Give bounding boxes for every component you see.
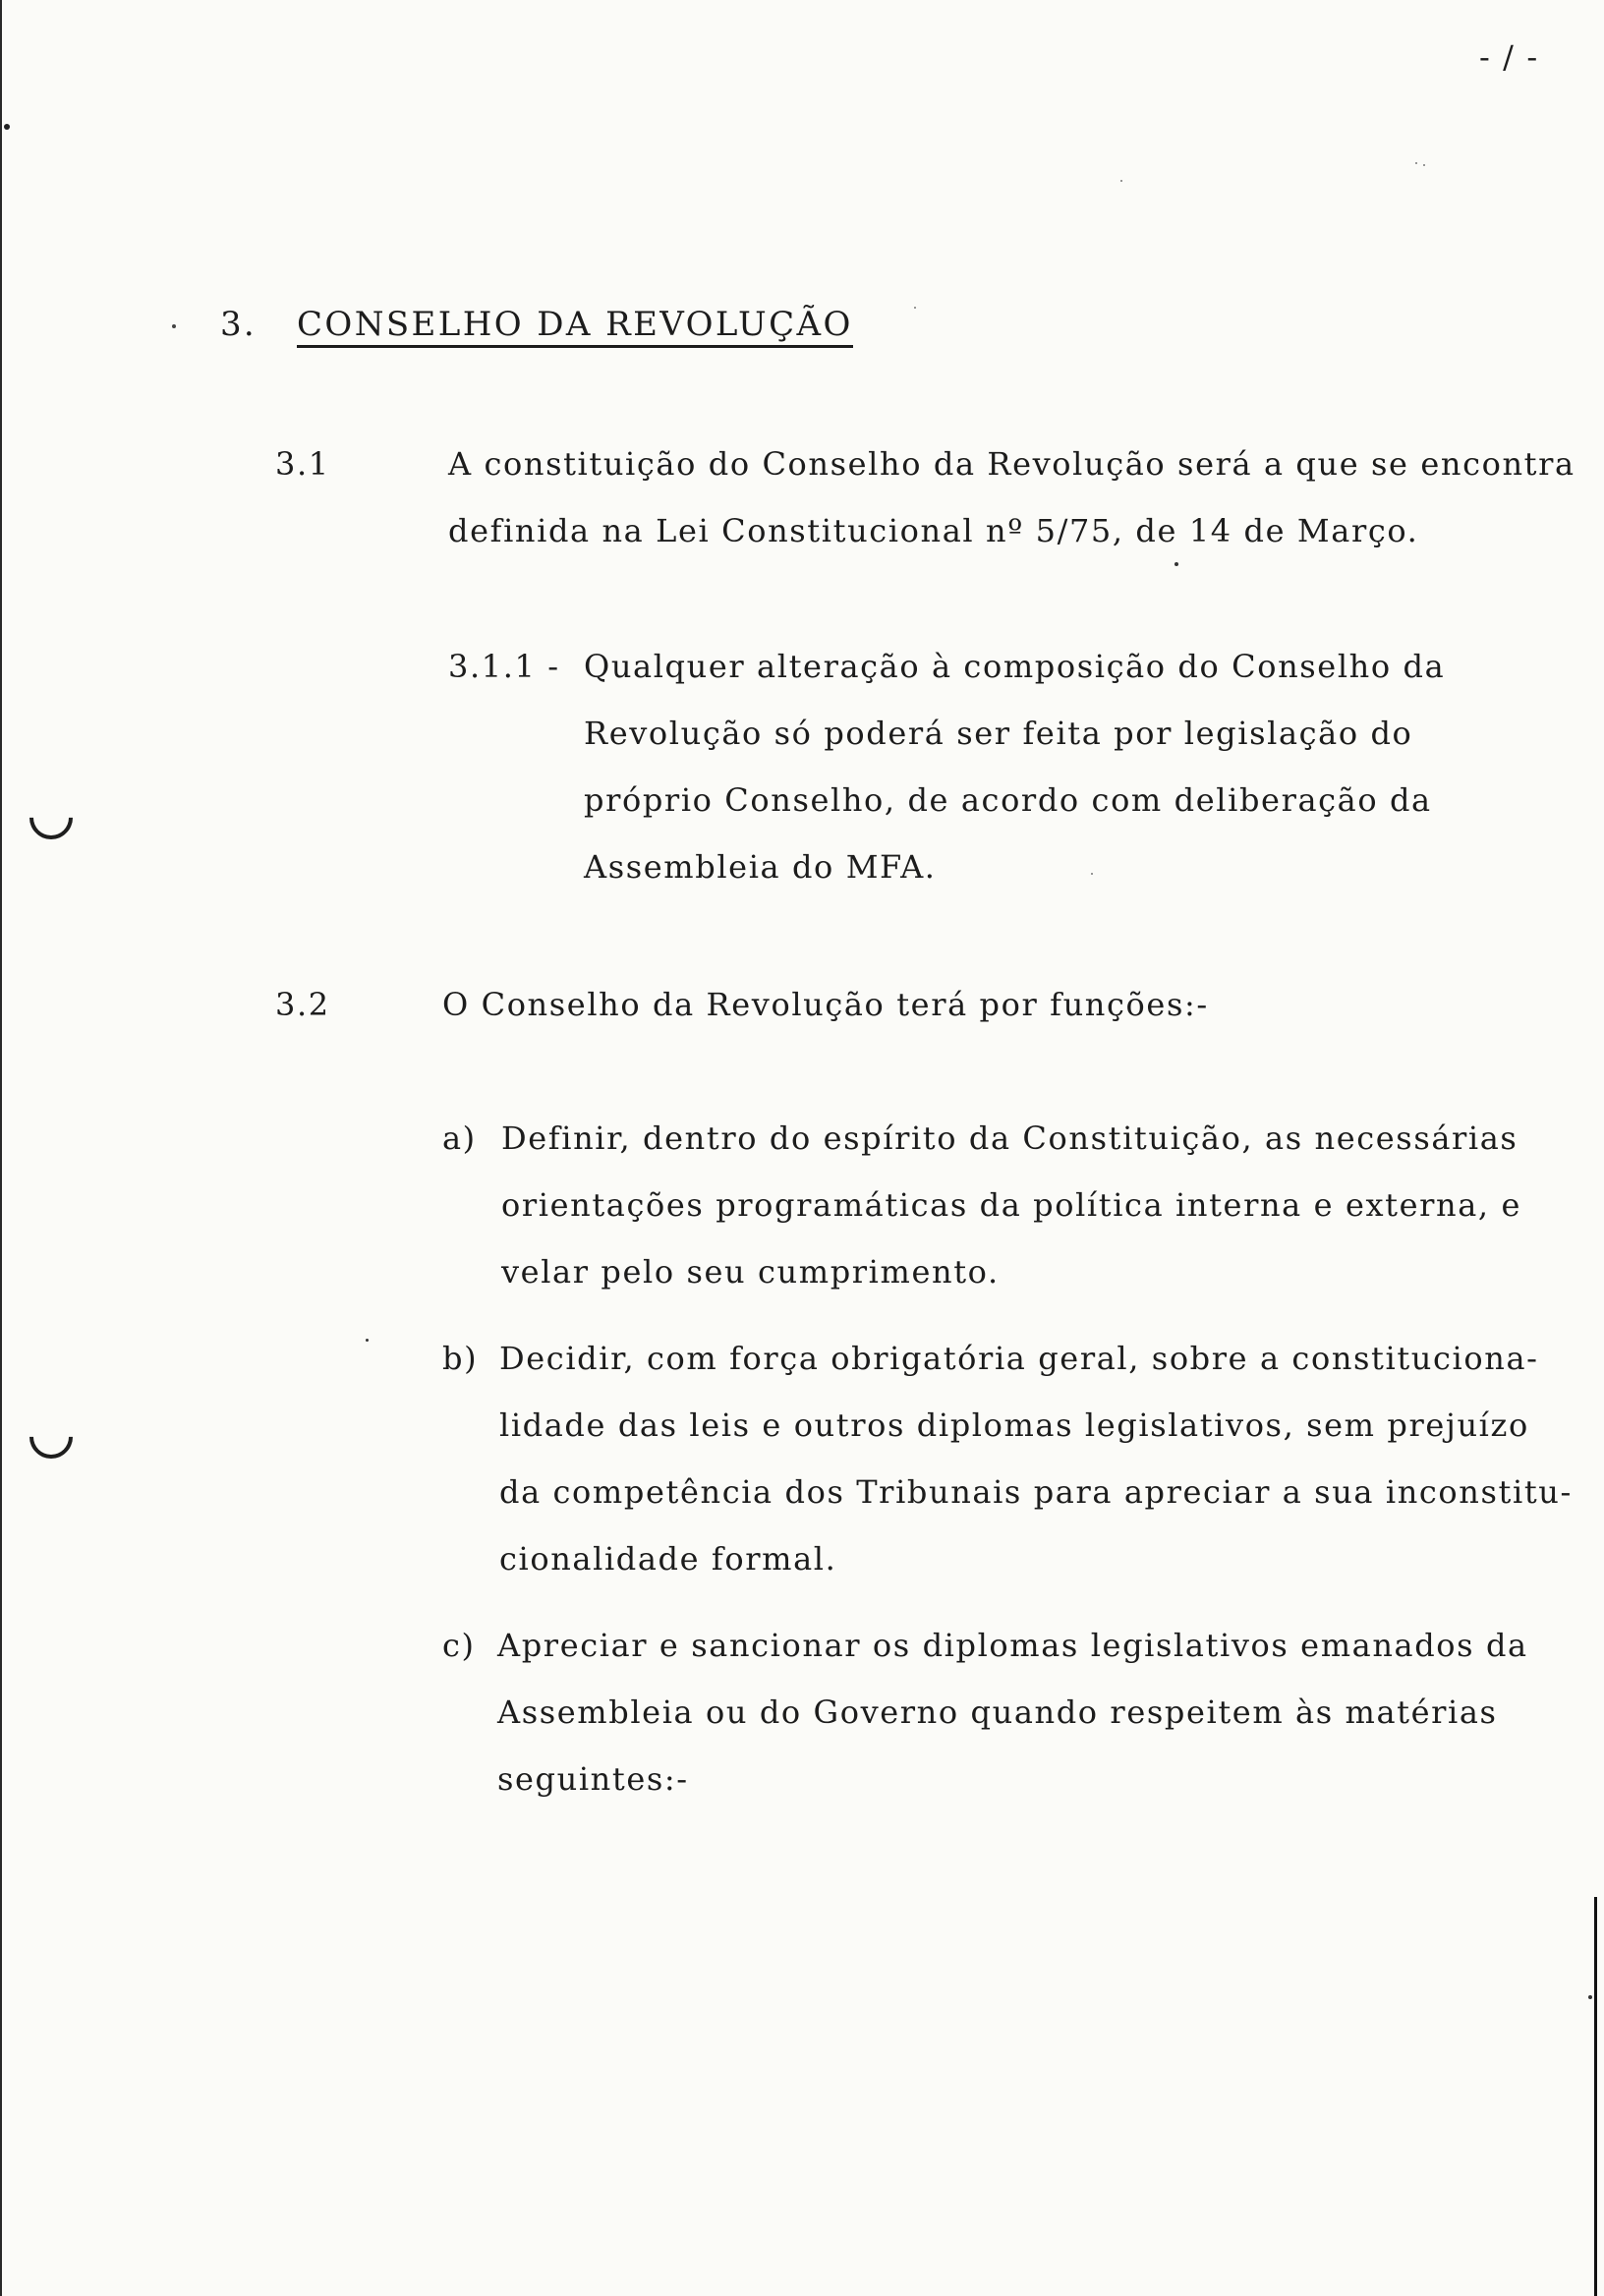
clause-text-line: A constituição do Conselho da Revolução será a que se encontra xyxy=(448,445,1575,483)
clause-number: 3.2 xyxy=(275,986,330,1023)
item-letter: a) xyxy=(442,1119,477,1157)
section-number: 3. xyxy=(220,305,257,344)
item-letter: c) xyxy=(442,1627,476,1664)
subclause-number: 3.1.1 - xyxy=(448,648,560,685)
item-text-line: cionalidade formal. xyxy=(499,1540,837,1578)
clause-text-line: Assembleia do MFA. xyxy=(584,848,937,886)
item-text-line: lidade das leis e outros diplomas legislativos, sem prejuízo xyxy=(499,1406,1529,1444)
clause-text-line: Qualquer alteração à composição do Conselho da xyxy=(584,648,1446,685)
item-text-line: orientações programáticas da política interna e externa, e xyxy=(501,1186,1521,1224)
item-text-line: Definir, dentro do espírito da Constituição, as necessárias xyxy=(501,1119,1518,1157)
clause-text-line: definida na Lei Constitucional nº 5/75, de 14 de Março. xyxy=(448,512,1419,549)
item-letter: b) xyxy=(442,1340,479,1377)
page-number: - / - xyxy=(1479,38,1539,76)
binder-hole-mark xyxy=(21,1406,82,1467)
item-text-line: Assembleia ou do Governo quando respeitem às matérias xyxy=(497,1693,1498,1731)
item-text-line: velar pelo seu cumprimento. xyxy=(501,1253,1000,1291)
item-text-line: Apreciar e sancionar os diplomas legislativos emanados da xyxy=(497,1627,1528,1664)
clause-text-line: Revolução só poderá ser feita por legislação do xyxy=(584,715,1413,752)
item-text-line: Decidir, com força obrigatória geral, sobre a constituciona- xyxy=(499,1340,1539,1377)
clause-number: 3.1 xyxy=(275,445,330,483)
binder-hole-mark xyxy=(21,787,82,848)
scan-left-edge xyxy=(0,0,2,2296)
item-text-line: seguintes:- xyxy=(497,1760,689,1798)
section-title: CONSELHO DA REVOLUÇÃO xyxy=(297,305,853,348)
clause-text-line: próprio Conselho, de acordo com deliberação da xyxy=(584,781,1432,819)
scan-right-edge xyxy=(1594,1897,1597,2296)
clause-intro: O Conselho da Revolução terá por funções:- xyxy=(442,986,1209,1023)
item-text-line: da competência dos Tribunais para apreciar a sua inconstitu- xyxy=(499,1473,1573,1511)
